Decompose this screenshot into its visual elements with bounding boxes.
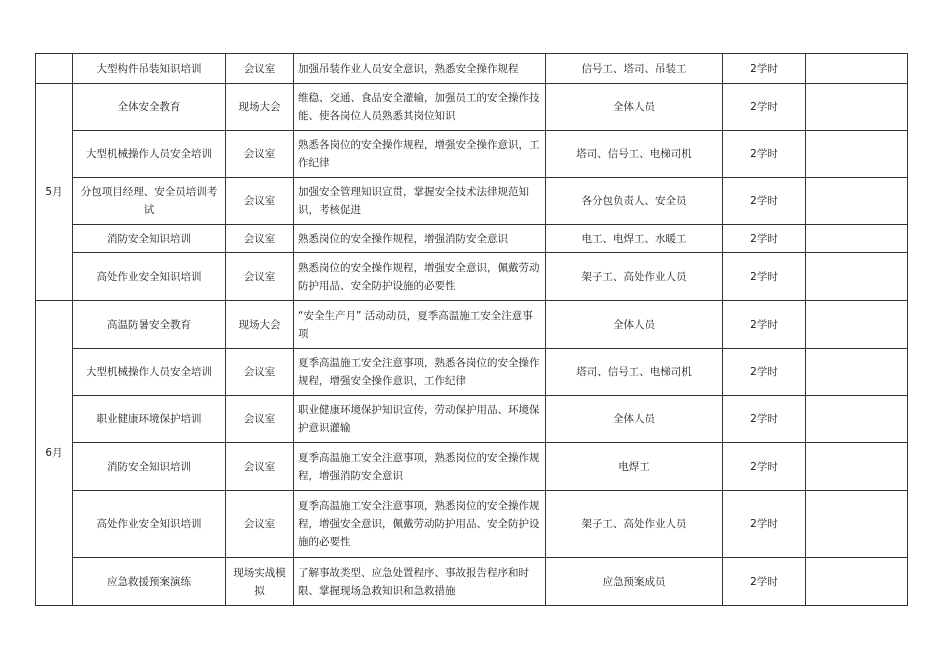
participants-cell: 电焊工 <box>546 443 723 491</box>
table-row <box>36 396 908 443</box>
month-cell-empty <box>36 54 73 84</box>
remarks-cell <box>806 558 908 606</box>
hours-cell: 2学时 <box>723 349 806 396</box>
content-cell: 夏季高温施工安全注意事项，熟悉各岗位的安全操作规程，增强安全操作意识，工作纪律 <box>294 349 546 396</box>
remarks-cell <box>806 491 908 558</box>
hours-cell: 2学时 <box>723 84 806 131</box>
course-cell: 高处作业安全知识培训 <box>73 491 226 558</box>
table-row <box>36 349 908 396</box>
remarks-cell <box>806 225 908 253</box>
remarks-cell <box>806 253 908 301</box>
hours-cell: 2学时 <box>723 131 806 178</box>
hours-cell: 2学时 <box>723 225 806 253</box>
course-cell: 职业健康环境保护培训 <box>73 396 226 443</box>
course-cell: 消防安全知识培训 <box>73 443 226 491</box>
location-cell: 会议室 <box>226 131 294 178</box>
participants-cell: 塔司、信号工、电梯司机 <box>546 131 723 178</box>
participants-cell: 电工、电焊工、水暖工 <box>546 225 723 253</box>
table-row <box>36 225 908 253</box>
location-cell: 会议室 <box>226 396 294 443</box>
content-cell: 维稳、交通、食品安全灌输，加强员工的安全操作技能、使各岗位人员熟悉其岗位知识 <box>294 84 546 131</box>
course-cell: 全体安全教育 <box>73 84 226 131</box>
content-cell: 熟悉岗位的安全操作规程，增强安全意识，佩戴劳动防护用品、安全防护设施的必要性 <box>294 253 546 301</box>
location-cell: 现场大会 <box>226 301 294 349</box>
content-cell: 夏季高温施工安全注意事项，熟悉岗位的安全操作规程，增强安全意识，佩戴劳动防护用品、安全防护设施的必要性 <box>294 491 546 558</box>
participants-cell: 各分包负责人、安全员 <box>546 178 723 225</box>
location-cell: 现场实战模拟 <box>226 558 294 606</box>
course-cell: 大型机械操作人员安全培训 <box>73 131 226 178</box>
location-cell: 会议室 <box>226 225 294 253</box>
content-cell: 加强吊装作业人员安全意识，熟悉安全操作规程 <box>294 54 546 84</box>
participants-cell: 架子工、高处作业人员 <box>546 253 723 301</box>
table-row <box>36 253 908 301</box>
remarks-cell <box>806 54 908 84</box>
remarks-cell <box>806 84 908 131</box>
course-cell: 大型构件吊装知识培训 <box>73 54 226 84</box>
remarks-cell <box>806 131 908 178</box>
location-cell: 会议室 <box>226 54 294 84</box>
participants-cell: 应急预案成员 <box>546 558 723 606</box>
course-cell: 高处作业安全知识培训 <box>73 253 226 301</box>
remarks-cell <box>806 349 908 396</box>
participants-cell: 架子工、高处作业人员 <box>546 491 723 558</box>
month-cell-may: 5月 <box>36 84 73 301</box>
table-row <box>36 443 908 491</box>
location-cell: 会议室 <box>226 443 294 491</box>
remarks-cell <box>806 443 908 491</box>
participants-cell: 信号工、塔司、吊装工 <box>546 54 723 84</box>
hours-cell: 2学时 <box>723 253 806 301</box>
content-cell: 熟悉各岗位的安全操作规程，增强安全操作意识，工作纪律 <box>294 131 546 178</box>
hours-cell: 2学时 <box>723 178 806 225</box>
course-cell: 分包项目经理、安全员培训考试 <box>73 178 226 225</box>
hours-cell: 2学时 <box>723 301 806 349</box>
training-plan-table <box>35 53 908 606</box>
participants-cell: 全体人员 <box>546 396 723 443</box>
hours-cell: 2学时 <box>723 491 806 558</box>
location-cell: 现场大会 <box>226 84 294 131</box>
content-cell: 了解事故类型、应急处置程序、事故报告程序和时限、掌握现场急救知识和急救措施 <box>294 558 546 606</box>
location-cell: 会议室 <box>226 253 294 301</box>
course-cell: 高温防暑安全教育 <box>73 301 226 349</box>
hours-cell: 2学时 <box>723 54 806 84</box>
content-cell: 夏季高温施工安全注意事项，熟悉岗位的安全操作规程，增强消防安全意识 <box>294 443 546 491</box>
location-cell: 会议室 <box>226 178 294 225</box>
course-cell: 消防安全知识培训 <box>73 225 226 253</box>
location-cell: 会议室 <box>226 349 294 396</box>
month-cell-june: 6月 <box>36 301 73 606</box>
location-cell: 会议室 <box>226 491 294 558</box>
participants-cell: 全体人员 <box>546 84 723 131</box>
course-cell: 应急救援预案演练 <box>73 558 226 606</box>
hours-cell: 2学时 <box>723 396 806 443</box>
remarks-cell <box>806 178 908 225</box>
hours-cell: 2学时 <box>723 443 806 491</box>
remarks-cell <box>806 396 908 443</box>
content-cell: 职业健康环境保护知识宣传，劳动保护用品、环境保护意识灌输 <box>294 396 546 443</box>
participants-cell: 塔司、信号工、电梯司机 <box>546 349 723 396</box>
table-row <box>36 491 908 558</box>
content-cell: 熟悉岗位的安全操作规程，增强消防安全意识 <box>294 225 546 253</box>
table-row <box>36 301 908 349</box>
content-cell: “安全生产月” 活动动员，夏季高温施工安全注意事项 <box>294 301 546 349</box>
course-cell: 大型机械操作人员安全培训 <box>73 349 226 396</box>
participants-cell: 全体人员 <box>546 301 723 349</box>
table-row <box>36 54 908 84</box>
table-row <box>36 178 908 225</box>
content-cell: 加强安全管理知识宣贯，掌握安全技术法律规范知识，考核促进 <box>294 178 546 225</box>
remarks-cell <box>806 301 908 349</box>
table-row <box>36 84 908 131</box>
table-row <box>36 558 908 606</box>
hours-cell: 2学时 <box>723 558 806 606</box>
table-row <box>36 131 908 178</box>
